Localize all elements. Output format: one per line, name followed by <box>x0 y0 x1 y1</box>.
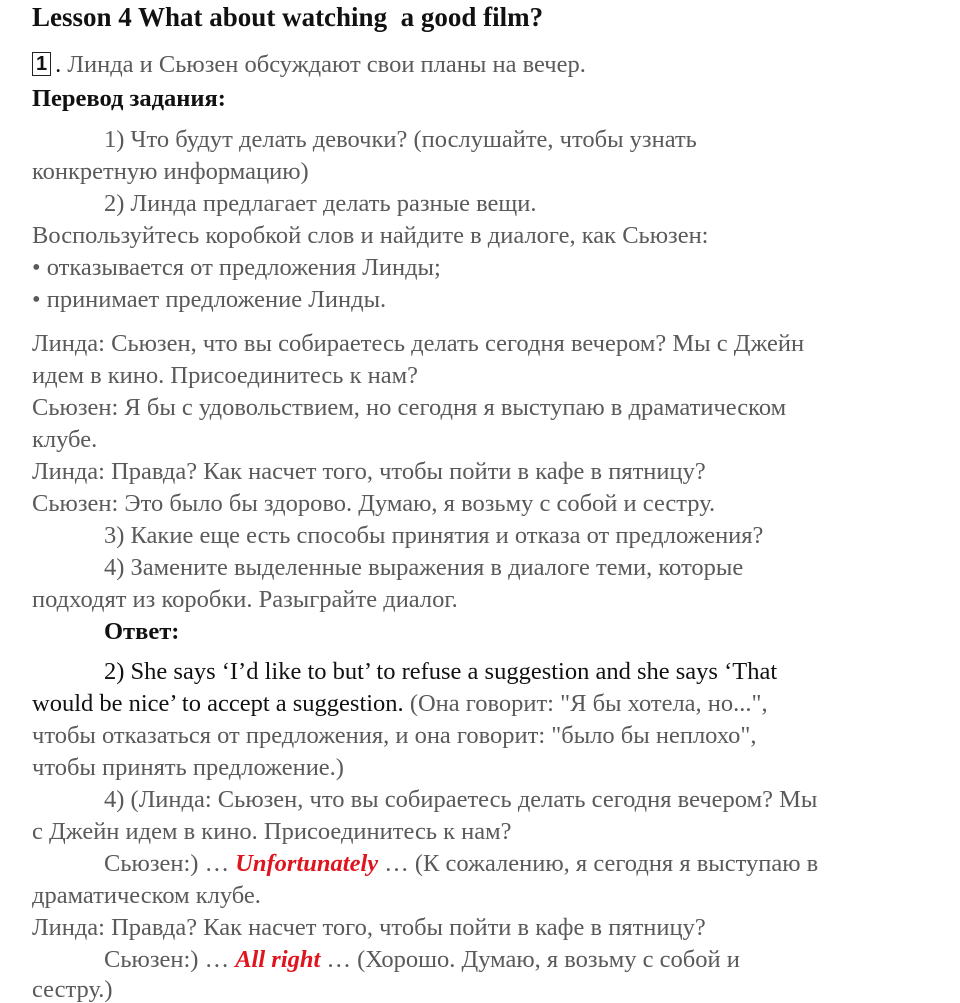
answer-line: чтобы отказаться от предложения, и она говорит: "было бы неплохо", <box>32 722 757 749</box>
task-bullet: • отказывается от предложения Линды; <box>32 254 441 281</box>
answer-line: с Джейн идем в кино. Присоединитесь к нам? <box>32 818 512 845</box>
answer-line: Линда: Правда? Как насчет того, чтобы пойти в кафе в пятницу? <box>32 914 706 941</box>
dialogue-line: 3) Какие еще есть способы принятия и отказа от предложения? <box>104 522 764 549</box>
dialogue-line: идем в кино. Присоединитесь к нам? <box>32 362 418 389</box>
answer-line: 4) (Линда: Сьюзен, что вы собираетесь делать сегодня вечером? Мы <box>104 786 818 813</box>
answer-line: чтобы принять предложение.) <box>32 754 344 781</box>
dialogue-line: Сьюзен: Я бы с удовольствием, но сегодня я выступаю в драматическом <box>32 394 787 421</box>
answer-line: драматическом клубе. <box>32 882 261 909</box>
answer-line: Сьюзен:) … All right … (Хорошо. Думаю, я возьму с собой и <box>104 946 740 973</box>
answer-heading: Ответ: <box>104 618 180 645</box>
task-bullet: • принимает предложение Линды. <box>32 286 387 313</box>
dialogue-line: клубе. <box>32 426 98 453</box>
task-line: 2) Линда предлагает делать разные вещи. <box>104 190 537 217</box>
highlight-unfortunately: Unfortunately <box>235 850 379 877</box>
exercise-intro: 1 . Линда и Сьюзен обсуждают свои планы на вечер. <box>32 52 586 78</box>
exercise-intro-text: Линда и Сьюзен обсуждают свои планы на вечер. <box>67 51 586 78</box>
answer-line: would be nice’ to accept a suggestion. (Она говорит: "Я бы хотела, но...", <box>32 690 768 717</box>
answer-line: 2) She says ‘I’d like to but’ to refuse a suggestion and she says ‘That <box>104 658 778 685</box>
task-line: Воспользуйтесь коробкой слов и найдите в диалоге, как Сьюзен: <box>32 222 709 249</box>
answer-line: Сьюзен:) … Unfortunately … (К сожалению, я сегодня я выступаю в <box>104 850 819 877</box>
highlight-all-right: All right <box>235 946 321 973</box>
dialogue-line: Линда: Правда? Как насчет того, чтобы пойти в кафе в пятницу? <box>32 458 706 485</box>
lesson-title: Lesson 4 What about watching a good film? <box>32 2 544 32</box>
translation-heading: Перевод задания: <box>32 85 226 112</box>
dialogue-line: Линда: Сьюзен, что вы собираетесь делать сегодня вечером? Мы с Джейн <box>32 330 805 357</box>
task-line: конкретную информацию) <box>32 158 309 185</box>
exercise-number-box: 1 <box>32 52 51 76</box>
dialogue-line: подходят из коробки. Разыграйте диалог. <box>32 586 458 613</box>
dialogue-line: 4) Замените выделенные выражения в диалоге теми, которые <box>104 554 744 581</box>
dialogue-line: Сьюзен: Это было бы здорово. Думаю, я возьму с собой и сестру. <box>32 490 716 517</box>
answer-line: сестру.) <box>32 976 113 1003</box>
task-line: 1) Что будут делать девочки? (послушайте, чтобы узнать <box>104 126 697 153</box>
